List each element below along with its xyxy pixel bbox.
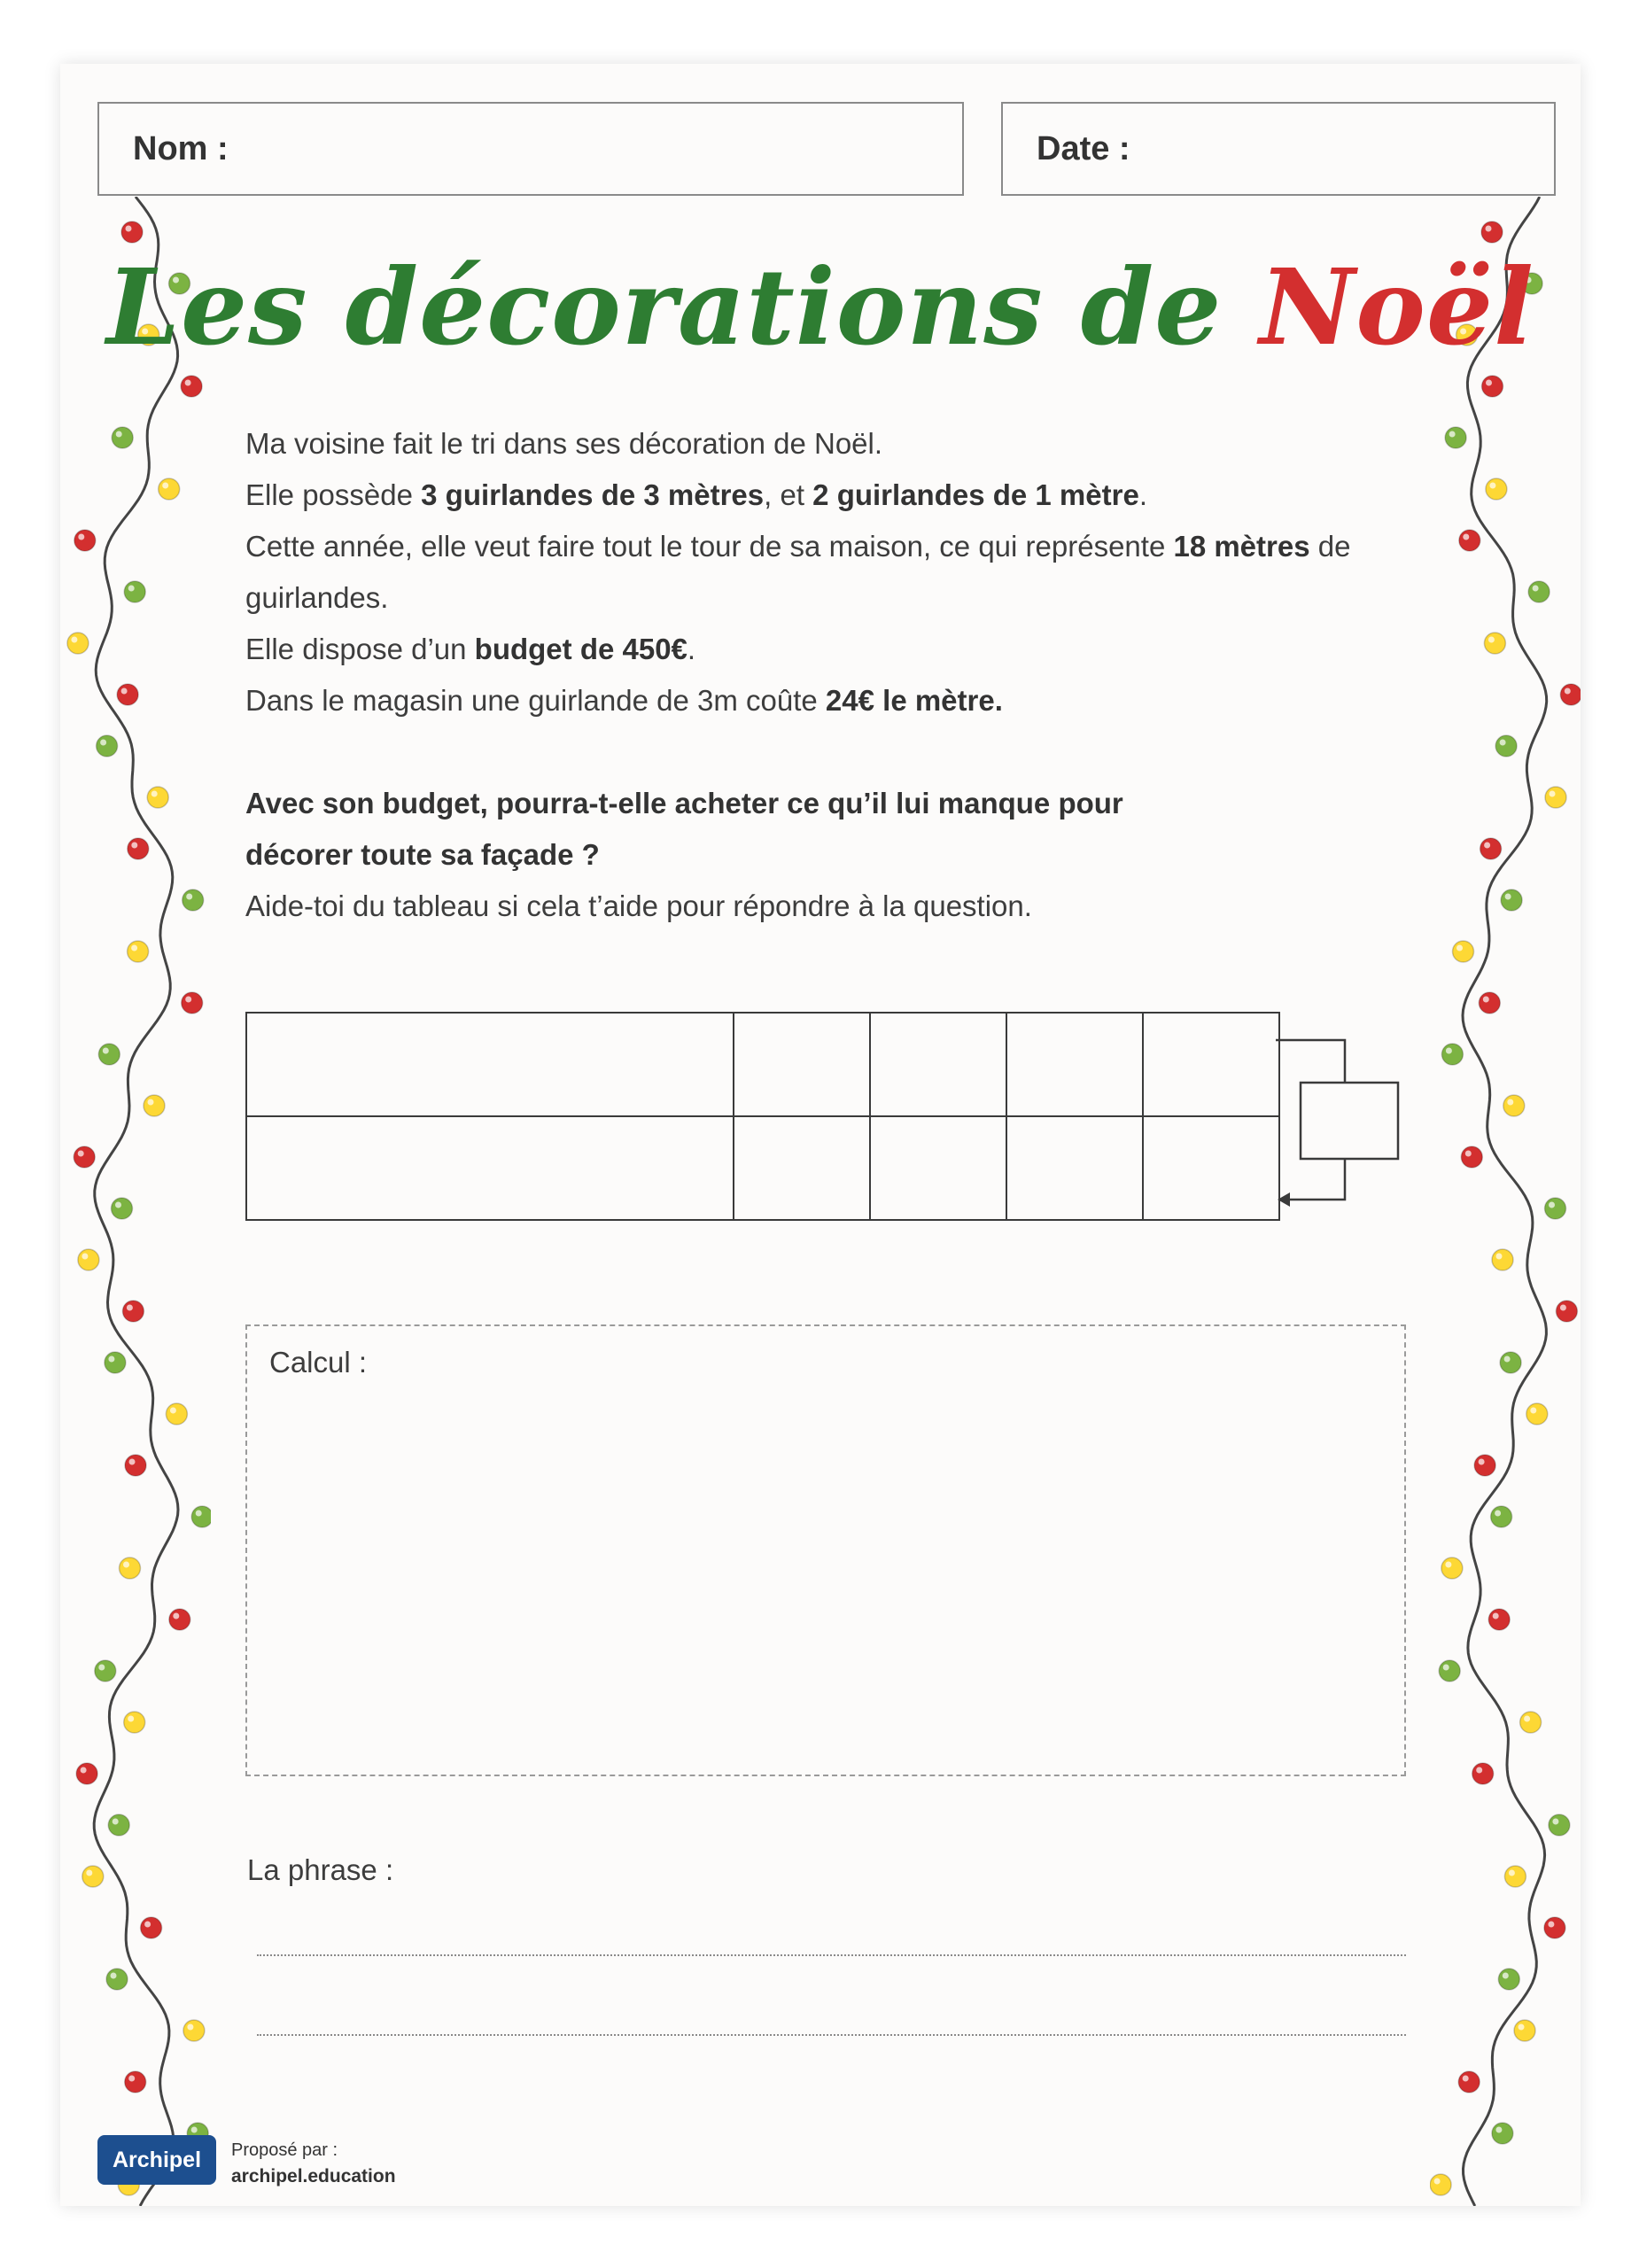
light-bulb-icon	[74, 530, 96, 551]
date-field[interactable]	[1001, 102, 1556, 196]
light-bulb-icon	[1458, 2071, 1480, 2093]
light-bulb-icon	[78, 1249, 99, 1270]
text-segment: Elle possède	[245, 478, 422, 511]
light-bulb-icon	[1556, 1301, 1577, 1322]
light-bulb-icon	[1486, 478, 1507, 500]
table-cell[interactable]	[246, 1013, 734, 1116]
light-bulb-icon	[121, 221, 143, 243]
light-bulb-icon	[1545, 1198, 1566, 1219]
text-segment: Dans le magasin une guirlande de 3m coûte	[245, 684, 826, 717]
light-bulb-icon	[191, 1506, 211, 1527]
problem-line-5	[245, 675, 1433, 726]
light-bulb-icon	[1514, 2020, 1535, 2041]
question-text: Avec son budget, pourra-t-elle acheter ce qu’il lui manque pour décorer toute sa façade ?	[245, 787, 1123, 871]
light-bulb-icon	[1459, 530, 1480, 551]
light-bulb-icon	[128, 941, 149, 962]
bold-segment: 2 guirlandes de 1 mètre	[812, 478, 1139, 511]
text-segment: Elle dispose d’un	[245, 633, 475, 665]
table-cell[interactable]	[734, 1013, 870, 1116]
spacer	[245, 726, 1433, 778]
table-cell[interactable]	[1006, 1013, 1143, 1116]
light-bulb-icon	[1481, 221, 1503, 243]
light-bulb-icon	[120, 1557, 141, 1579]
light-bulb-icon	[112, 1198, 133, 1219]
table-row	[246, 1013, 1279, 1116]
name-label: Nom :	[133, 129, 229, 167]
light-bulb-icon	[169, 1609, 190, 1630]
answer-sentence-label: La phrase :	[247, 1853, 394, 1886]
footer-url: archipel.education	[231, 2166, 396, 2186]
light-bulb-icon	[1445, 427, 1466, 448]
light-bulb-icon	[1504, 1866, 1526, 1887]
table-cell[interactable]	[870, 1116, 1006, 1220]
title-part-green: Les décorations de	[106, 245, 1223, 369]
footer-credit	[231, 2137, 396, 2190]
problem-statement	[245, 418, 1433, 932]
light-bulb-icon	[1526, 1403, 1548, 1425]
light-bulb-icon	[159, 478, 180, 500]
light-bulb-icon	[1495, 735, 1517, 757]
text-segment: , et	[764, 478, 813, 511]
answer-line-1[interactable]	[257, 1954, 1406, 1956]
light-bulb-icon	[112, 427, 133, 448]
text-segment: de guirlandes.	[245, 530, 1351, 614]
light-bulb-icon	[67, 633, 89, 654]
proposed-by-label: Proposé par :	[231, 2140, 338, 2160]
light-bulb-icon	[1492, 1249, 1513, 1270]
light-bulb-icon	[122, 1301, 144, 1322]
light-bulb-icon	[1500, 1352, 1521, 1373]
page-title	[60, 245, 1581, 369]
light-bulb-icon	[1498, 1969, 1519, 1990]
light-bulb-icon	[181, 376, 202, 397]
light-bulb-icon	[1439, 1660, 1460, 1682]
light-bulb-icon	[1441, 1557, 1463, 1579]
light-bulb-icon	[1488, 1609, 1510, 1630]
light-bulb-icon	[74, 1146, 95, 1168]
light-bulb-icon	[128, 838, 149, 859]
light-bulb-icon	[1491, 1506, 1512, 1527]
light-bulb-icon	[182, 992, 203, 1014]
calculation-label: Calcul :	[269, 1346, 368, 1379]
problem-line-3	[245, 521, 1433, 624]
answer-line-2[interactable]	[257, 2034, 1406, 2036]
archipel-logo: Archipel	[97, 2135, 216, 2185]
coefficient-arrow-icon	[1274, 1038, 1407, 1216]
table-cell[interactable]	[1143, 1116, 1279, 1220]
coefficient-box[interactable]	[1301, 1083, 1398, 1159]
light-bulb-icon	[1441, 1044, 1463, 1065]
light-bulb-icon	[1545, 787, 1566, 808]
problem-line-2	[245, 470, 1433, 521]
light-bulb-icon	[144, 1095, 165, 1116]
light-bulb-icon	[1430, 2174, 1451, 2195]
light-bulb-icon	[1501, 889, 1522, 911]
light-bulb-icon	[1549, 1814, 1570, 1836]
light-bulb-icon	[1479, 992, 1500, 1014]
light-bulb-icon	[117, 684, 138, 705]
bold-segment: 24€ le mètre.	[825, 684, 1003, 717]
table-cell[interactable]	[1143, 1013, 1279, 1116]
light-bulb-icon	[105, 1352, 126, 1373]
light-bulb-icon	[1492, 2123, 1513, 2144]
light-bulb-icon	[166, 1403, 187, 1425]
light-bulb-icon	[1461, 1146, 1482, 1168]
proportionality-table	[245, 1012, 1280, 1221]
light-bulb-icon	[183, 889, 204, 911]
light-bulb-icon	[125, 2071, 146, 2093]
table-cell[interactable]	[1006, 1116, 1143, 1220]
table-cell[interactable]	[246, 1116, 734, 1220]
light-bulb-icon	[125, 1455, 146, 1476]
light-bulb-icon	[1482, 376, 1503, 397]
light-bulb-icon	[97, 735, 118, 757]
christmas-lights-garland-right-icon	[1430, 197, 1581, 2206]
light-bulb-icon	[124, 581, 145, 602]
table-row	[246, 1116, 1279, 1220]
bold-segment: 3 guirlandes de 3 mètres	[421, 478, 765, 511]
christmas-lights-garland-left-icon	[60, 197, 211, 2206]
light-bulb-icon	[1544, 1917, 1565, 1938]
text-segment: .	[687, 633, 696, 665]
light-bulb-icon	[1503, 1095, 1525, 1116]
date-label: Date :	[1037, 129, 1130, 167]
light-bulb-icon	[1472, 1763, 1494, 1784]
problem-line-4	[245, 624, 1433, 675]
light-bulb-icon	[82, 1866, 104, 1887]
problem-line-1: Ma voisine fait le tri dans ses décoration de Noël.	[245, 427, 883, 460]
table-cell[interactable]	[734, 1116, 870, 1220]
bold-segment: budget de 450€	[474, 633, 687, 665]
text-segment: Cette année, elle veut faire tout le tour de sa maison, ce qui représente	[245, 530, 1174, 563]
table-cell[interactable]	[870, 1013, 1006, 1116]
light-bulb-icon	[124, 1712, 145, 1733]
light-bulb-icon	[1528, 581, 1550, 602]
light-bulb-icon	[1484, 633, 1505, 654]
title-part-red: Noël	[1259, 245, 1534, 369]
light-bulb-icon	[76, 1763, 97, 1784]
light-bulb-icon	[183, 2020, 205, 2041]
light-bulb-icon	[106, 1969, 128, 1990]
light-bulb-icon	[95, 1660, 116, 1682]
light-bulb-icon	[147, 787, 168, 808]
calculation-area[interactable]	[245, 1324, 1406, 1776]
light-bulb-icon	[108, 1814, 129, 1836]
light-bulb-icon	[1453, 941, 1474, 962]
question-hint: Aide-toi du tableau si cela t’aide pour répondre à la question.	[245, 889, 1032, 922]
light-bulb-icon	[98, 1044, 120, 1065]
light-bulb-icon	[1520, 1712, 1542, 1733]
light-bulb-icon	[1480, 838, 1502, 859]
name-field[interactable]	[97, 102, 964, 196]
text-segment: .	[1138, 478, 1147, 511]
light-bulb-icon	[141, 1917, 162, 1938]
worksheet-page	[60, 64, 1581, 2206]
bold-segment: 18 mètres	[1173, 530, 1310, 563]
light-bulb-icon	[1474, 1455, 1495, 1476]
light-bulb-icon	[1560, 684, 1581, 705]
